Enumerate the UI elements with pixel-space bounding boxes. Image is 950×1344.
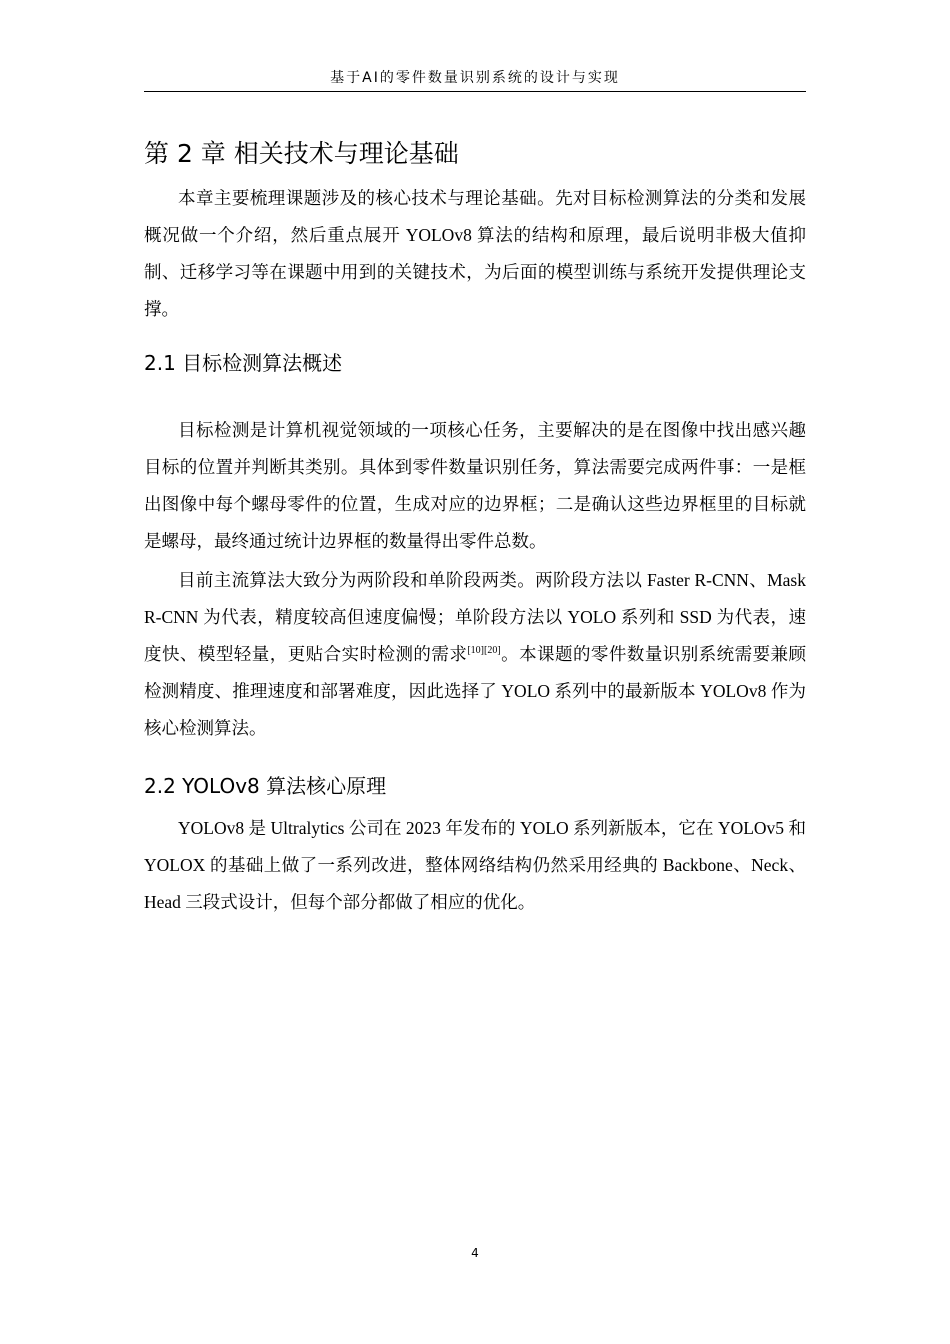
chapter-intro-paragraph: 本章主要梳理课题涉及的核心技术与理论基础。先对目标检测算法的分类和发展概况做一个介绍，然后重点展开 YOLOv8 算法的结构和原理，最后说明非极大值抑制、迁移学习等在课题中用到的关键技术，为后面的模型训练与系统开发提供理论支撑。 [144, 188, 806, 319]
header-rule [144, 91, 806, 92]
paragraph-text: 目前主流算法大致分为两阶段和单阶段两类。两阶段方法以 Faster R-CNN、Mask R-CNN 为代表，精度较高但速度偏慢；单阶段方法以 YOLO 系列和 SSD 为代表，速度快、模型轻量，更贴合实时检测的需求 [144, 570, 806, 664]
section-2-1-title: 2.1 目标检测算法概述 [144, 351, 343, 375]
chapter-title: 第 2 章 相关技术与理论基础 [144, 139, 459, 168]
section-2-2-title: 2.2 YOLOv8 算法核心原理 [144, 774, 387, 798]
section-2-1-paragraph-2 [144, 562, 806, 747]
paragraph-text: 。本课题的零件数量识别系统需要兼顾检测精度、推理速度和部署难度，因此选择了 YOLO 系列中的最新版本 YOLOv8 作为核心检测算法。 [144, 644, 807, 738]
section-2-2-paragraph-1: YOLOv8 是 Ultralytics 公司在 2023 年发布的 YOLO 系列新版本，它在 YOLOv5 和 YOLOX 的基础上做了一系列改进，整体网络结构仍然采用经典的 Backbone、Neck、Head 三段式设计，但每个部分都做了相应的优化。 [144, 818, 806, 912]
section-2-1-paragraph-1: 目标检测是计算机视觉领域的一项核心任务，主要解决的是在图像中找出感兴趣目标的位置并判断其类别。具体到零件数量识别任务，算法需要完成两件事：一是框出图像中每个螺母零件的位置，生成对应的边界框；二是确认这些边界框里的目标就是螺母，最终通过统计边界框的数量得出零件总数。 [144, 420, 806, 551]
page-number: 4 [471, 1246, 479, 1260]
citation: [10][20] [467, 645, 501, 657]
running-header: 基于AI的零件数量识别系统的设计与实现 [330, 70, 620, 86]
